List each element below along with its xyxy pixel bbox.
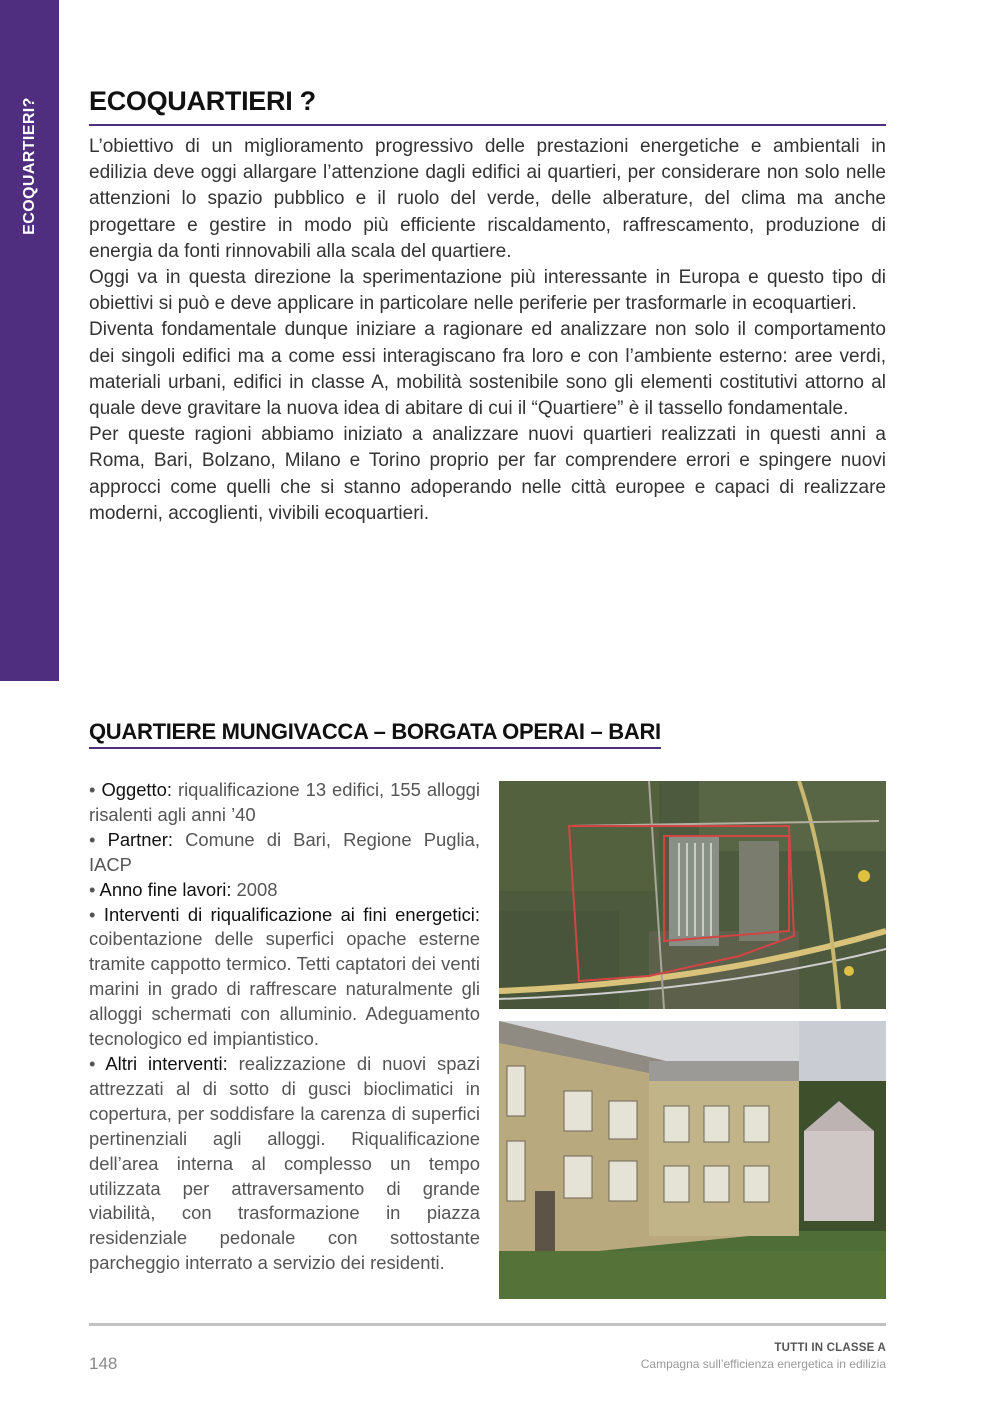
detail-text: realizzazione di nuovi spazi attrezzati al di sotto di gusci bioclimatici in copertura, per soddisfare la carenza di superfici pertinenziali agli alloggi. Riqualificazione dell’area interna al complesso un tempo utilizzata per attraversamento di grande viabilità, con trasformazione in piazza residenziale pedonale con sottostante parcheggio interrato a servizio dei residenti. — [89, 1052, 480, 1274]
footer-rule — [89, 1323, 886, 1326]
intro-paragraph: Oggi va in questa direzione la sperimentazione più interessante in Europa e questo tipo di obiettivi si può e deve applicare in particolare nelle periferie per trasformarle in ecoquartieri. — [89, 267, 886, 315]
footer-subtitle: Campagna sull’efficienza energetica in edilizia — [640, 1357, 886, 1371]
case-study-title: QUARTIERE MUNGIVACCA – BORGATA OPERAI – BARI — [89, 719, 661, 749]
detail-item: • Oggetto: riqualificazione 13 edifici, 155 alloggi risalenti agli anni ’40 — [89, 779, 480, 825]
detail-text: Comune di Bari, Regione Puglia, IACP — [89, 828, 480, 875]
detail-label: Anno fine lavori: — [99, 878, 232, 900]
intro-paragraph: Per queste ragioni abbiamo iniziato a analizzare nuovi quartieri realizzati in questi anni a Roma, Bari, Bolzano, Milano e Torino proprio per far comprendere errori e spingere nuovi approcci come quelli che si stanno adoperando nelle città europee e capaci di realizzare moderni, accoglienti, vivibili ecoquartieri. — [89, 424, 886, 524]
detail-label: Partner: — [107, 828, 173, 850]
page-number: 148 — [89, 1354, 118, 1373]
detail-item: • Anno fine lavori: 2008 — [89, 878, 278, 900]
detail-label: Oggetto: — [101, 779, 172, 800]
footer-title: TUTTI IN CLASSE A — [774, 1342, 886, 1354]
building-photo — [499, 1021, 886, 1299]
detail-label: Interventi di riqualificazione ai fini energetici: — [103, 903, 480, 925]
detail-text: riqualificazione 13 edifici, 155 alloggi risalenti agli anni ’40 — [89, 779, 480, 825]
detail-text: 2008 — [231, 878, 278, 900]
case-study-details — [89, 778, 480, 1276]
section-title: ECOQUARTIERI ? — [89, 86, 316, 116]
detail-item: • Altri interventi: realizzazione di nuovi spazi attrezzati al di sotto di gusci bioclimatici in copertura, per soddisfare la carenza di superfici pertinenziali agli alloggi. Riqualificazione dell’area interna al complesso un tempo utilizzata per attraversamento di grande viabilità, con trasformazione in piazza residenziale pedonale con sottostante parcheggio interrato a servizio dei residenti. — [89, 1052, 480, 1274]
title-underline — [89, 124, 886, 126]
detail-item: • Interventi di riqualificazione ai fini energetici: coibentazione delle superfici opache esterne tramite cappotto termico. Tetti captatori dei venti marini in grado di raffrescare naturalmente gli alloggi schermati con alluminio. Adeguamento tecnologico ed impiantistico. — [89, 903, 480, 1050]
intro-paragraph: L’obiettivo di un miglioramento progressivo delle prestazioni energetiche e ambientali in edilizia deve oggi allargare l’attenzione dagli edifici ai quartieri, per considerare non solo nelle attenzioni lo spazio pubblico e il ruolo del verde, delle alberature, del clima ma anche progettare e gestire in modo più efficiente riscaldamento, raffrescamento, produzione di energia da fonti rinnovabili alla scala del quartiere. — [89, 136, 886, 262]
intro-paragraph: Diventa fondamentale dunque iniziare a ragionare ed analizzare non solo il comportamento dei singoli edifici ma a come essi interagiscano fra loro e con l’ambiente esterno: aree verdi, materiali urbani, edifici in classe A, mobilità sostenibile sono gli elementi costitutivi attorno al quale deve gravitare la nuova idea di abitare di cui il “Quartiere” è il tassello fondamentale. — [89, 319, 886, 420]
detail-text: coibentazione delle superfici opache esterne tramite cappotto termico. Tetti captatori dei venti marini in grado di raffrescare naturalmente gli alloggi schermati con alluminio. Adeguamento tecnologico ed impiantistico. — [89, 928, 480, 1050]
aerial-map-photo — [499, 781, 886, 1009]
side-tab-text: ECOQUARTIERI? — [21, 97, 38, 235]
detail-item: • Partner: Comune di Bari, Regione Puglia, IACP — [89, 828, 480, 875]
intro-text — [89, 134, 886, 527]
detail-label: Altri interventi: — [105, 1052, 228, 1074]
side-tab-label — [18, 86, 42, 246]
